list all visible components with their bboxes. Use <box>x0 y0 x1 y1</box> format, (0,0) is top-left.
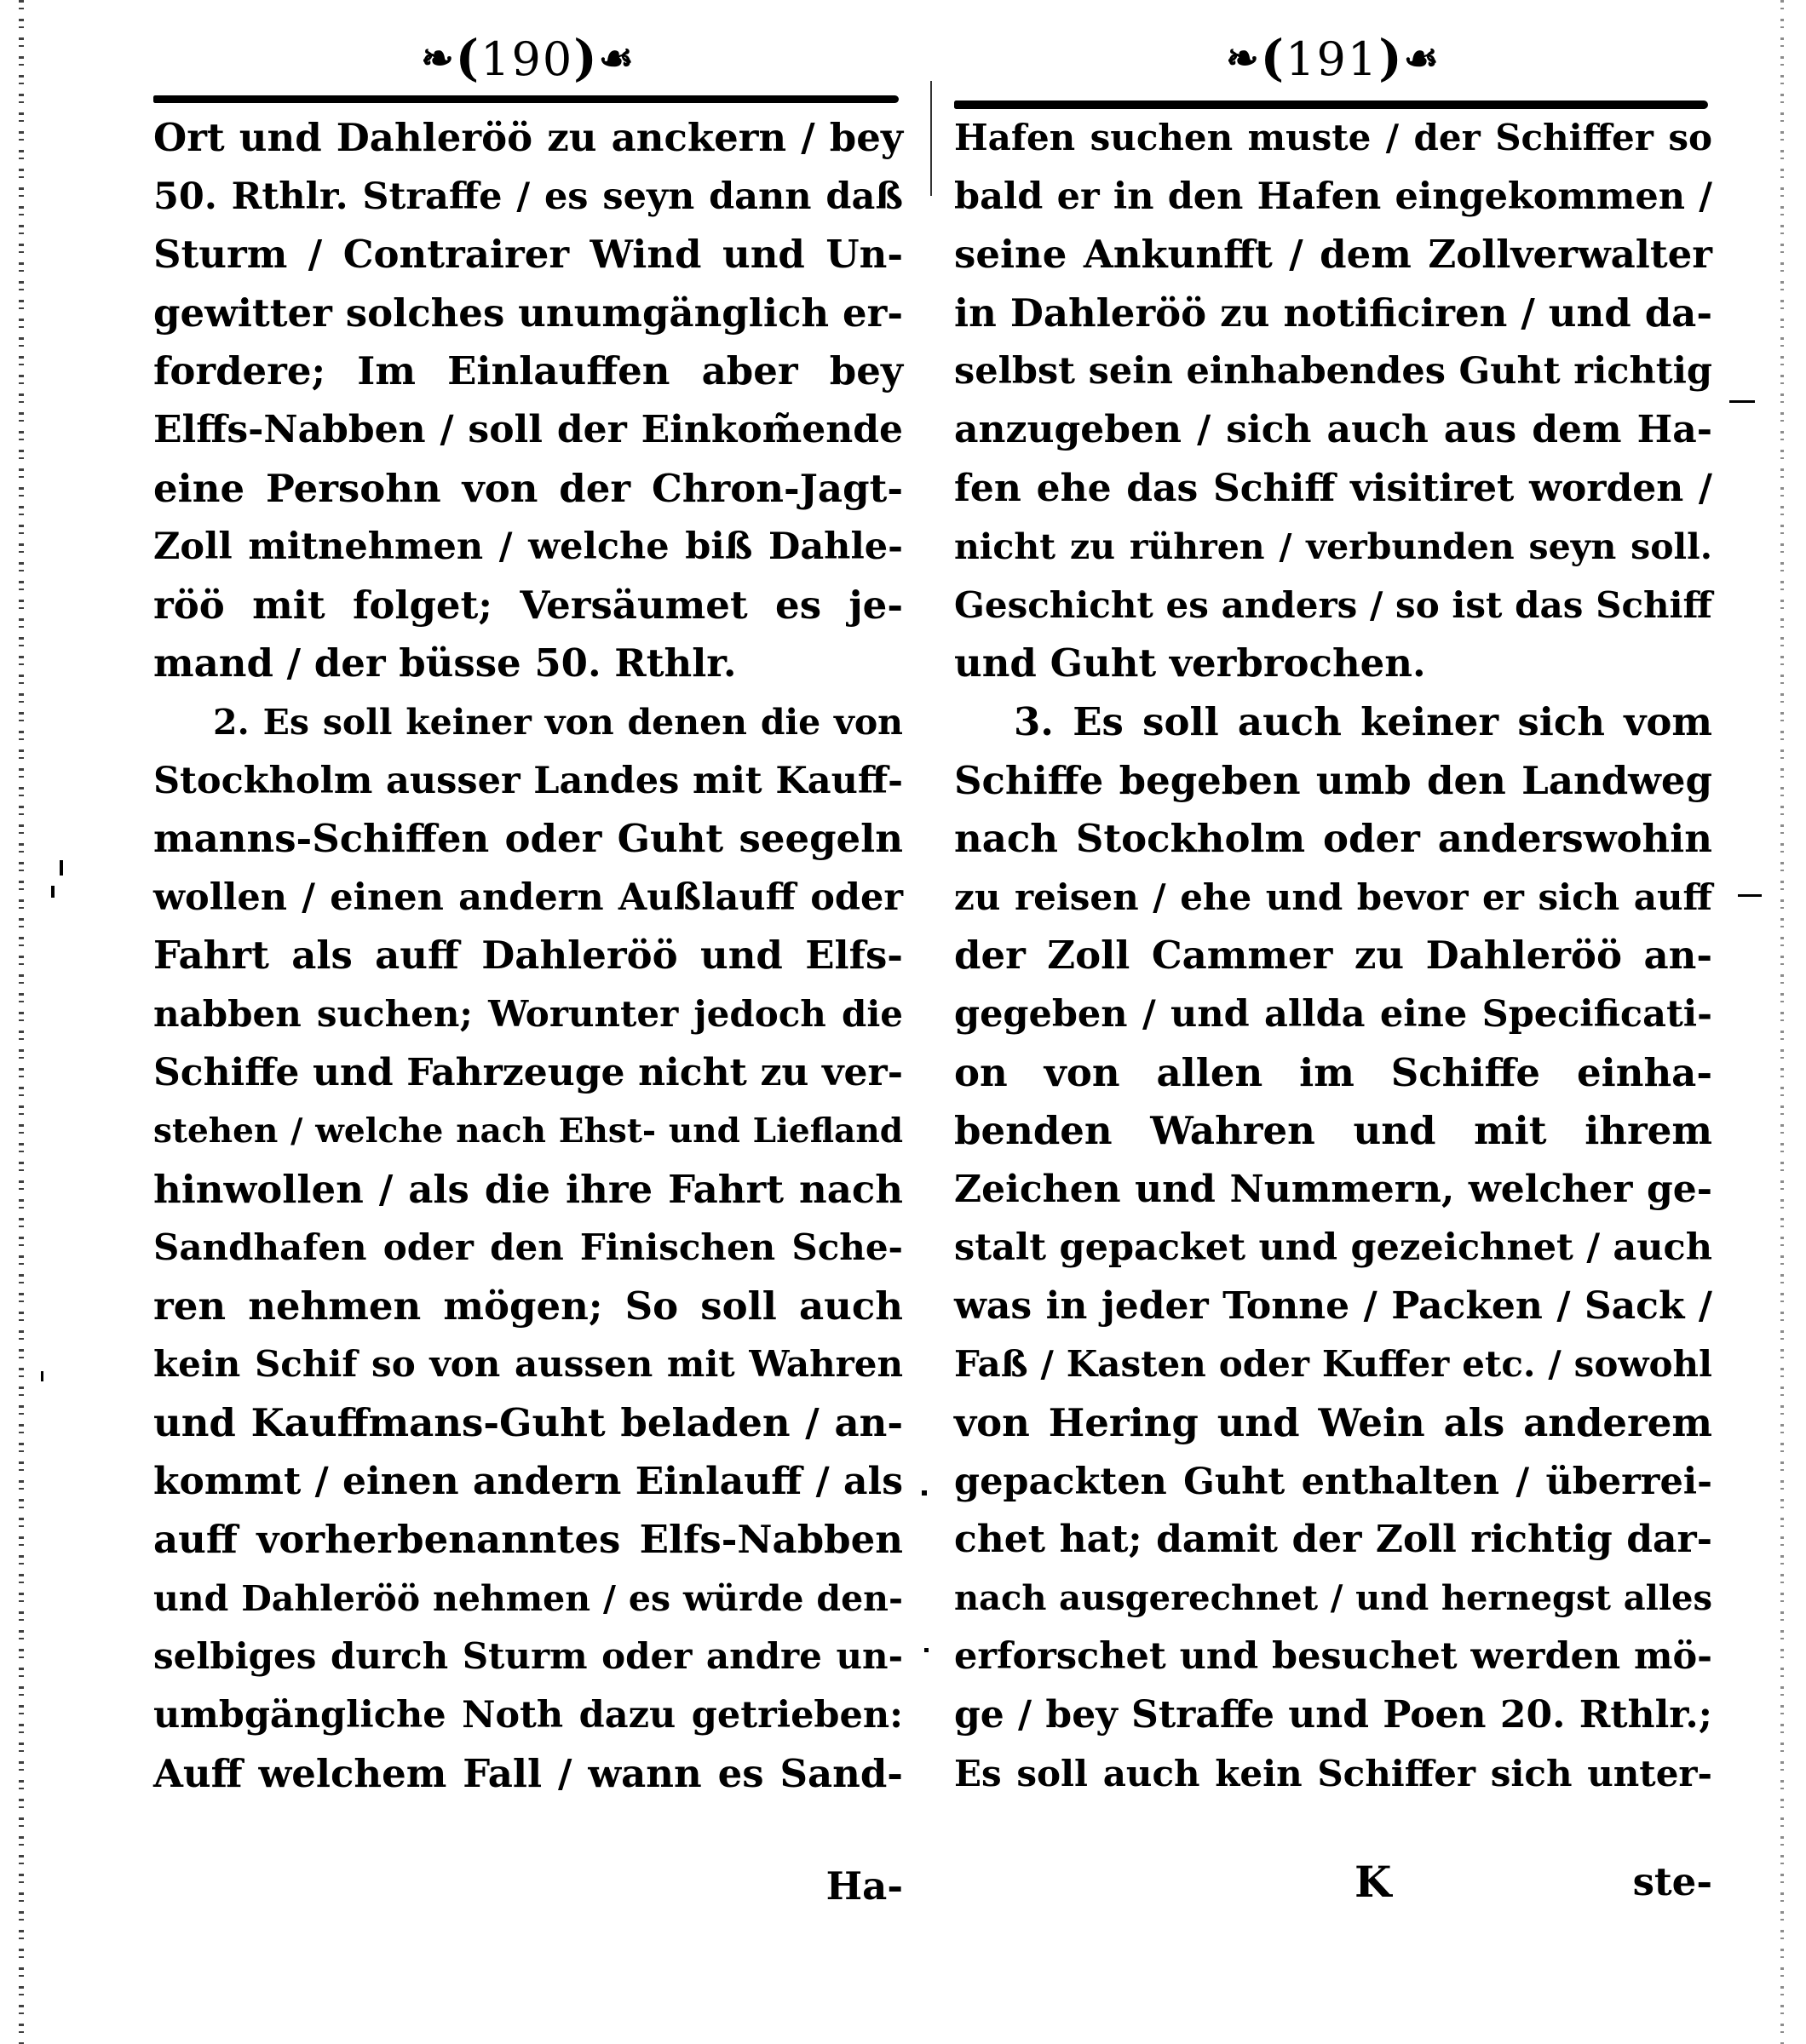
left-binding-edge <box>19 0 24 2044</box>
catchword: ste- <box>1632 1859 1712 1904</box>
catchword: Ha- <box>825 1863 903 1909</box>
text-line: gepackten Guht enthalten / überrei- <box>954 1460 1712 1503</box>
text-line: gewitter solches unumgänglich er- <box>153 290 903 336</box>
text-line: benden Wahren und mit ihrem <box>954 1108 1712 1154</box>
fleuron-right-icon: ☙ <box>598 35 636 81</box>
text-line: selbiges durch Sturm oder andre un- <box>153 1635 903 1678</box>
text-line: Sandhafen oder den Finischen Sche- <box>153 1226 903 1269</box>
right-binding-edge <box>1780 0 1784 2044</box>
body-text-left <box>153 109 903 1803</box>
text-line: nicht zu rühren / verbunden seyn soll. <box>954 526 1712 568</box>
text-line: von Hering und Wein als anderem <box>954 1400 1712 1446</box>
text-line: und Guht verbrochen. <box>954 640 1426 686</box>
text-line: gegeben / und allda eine Specificati- <box>954 992 1712 1036</box>
text-line: und Dahlerӧӧ nehmen / es würde den- <box>153 1577 903 1619</box>
paren-close: ) <box>1378 29 1404 87</box>
text-line: wollen / einen andern Außlauff oder <box>153 876 903 919</box>
text-line: der Zoll Cammer zu Dahlerӧӧ an- <box>954 933 1712 979</box>
header-rule <box>954 100 1708 109</box>
paren-close: ) <box>573 29 599 87</box>
text-line: Fahrt als auff Dahlerӧӧ und Elfs- <box>153 933 903 979</box>
text-line: selbst sein einhabendes Guht richtig <box>954 350 1712 393</box>
text-line: in Dahlerӧӧ zu notificiren / und da- <box>954 290 1712 336</box>
text-line: nabben suchen; Worunter jedoch die <box>153 992 903 1035</box>
scan-speck <box>1738 894 1762 897</box>
text-line: Auff welchem Fall / wann es Sand- <box>153 1750 903 1796</box>
text-line: chet hat; damit der Zoll richtig dar- <box>954 1518 1712 1562</box>
text-line: ge / bey Straffe und Poen 20. Rthlr.; <box>954 1693 1712 1737</box>
text-line: Zeichen und Nummern, welcher ge- <box>954 1167 1712 1211</box>
center-gutter-mark <box>930 81 932 196</box>
text-line: manns-Schiffen oder Guht seegeln <box>153 816 903 862</box>
scan-speck <box>60 860 63 876</box>
text-line: on von allen im Schiffe einha- <box>954 1049 1712 1095</box>
text-line: ren nehmen mögen; So soll auch <box>153 1283 903 1329</box>
text-line: und Kauffmans-Guht beladen / an- <box>153 1400 903 1446</box>
text-line: Ort und Dahlerӧӧ zu anckern / bey <box>153 115 903 160</box>
fleuron-left-icon: ❧ <box>1226 35 1261 81</box>
page-number: 191 <box>1285 32 1379 86</box>
header-rule <box>153 95 899 103</box>
text-line: zu reisen / ehe und bevor er sich auff <box>954 876 1712 918</box>
paragraph-3-start: 3. Es soll auch keiner sich vom <box>1014 698 1712 744</box>
text-line: stehen / welche nach Ehst- und Liefland <box>153 1111 903 1151</box>
text-line: Hafen suchen muste / der Schiffer so <box>954 117 1712 158</box>
text-line: bald er in den Hafen eingekommen / <box>954 175 1712 218</box>
text-line: stalt gepacket und gezeichnet / auch <box>954 1226 1712 1270</box>
text-line: nach Stockholm oder anderswohin <box>954 816 1712 862</box>
text-line: fen ehe das Schiff visitiret worden / <box>954 466 1712 510</box>
text-line: Schiffe und Fahrzeuge nicht zu ver- <box>153 1050 903 1094</box>
text-line: Es soll auch kein Schiffer sich unter- <box>954 1752 1712 1794</box>
text-line: mand / der büsse 50. Rthlr. <box>153 640 737 686</box>
text-line: anzugeben / sich auch aus dem Ha- <box>954 407 1712 451</box>
scan-speck <box>924 1648 929 1652</box>
scan-speck <box>51 886 55 898</box>
page-number: 190 <box>480 32 574 86</box>
text-line: kommt / einen andern Einlauff / als <box>153 1459 903 1503</box>
text-line: Faß / Kasten oder Kuffer etc. / sowohl <box>954 1343 1712 1386</box>
text-line: was in jeder Tonne / Packen / Sack / <box>954 1283 1712 1328</box>
paren-open: ( <box>1260 29 1286 87</box>
text-line: umbgängliche Noth dazu getrieben: <box>153 1694 903 1737</box>
text-line: Sturm / Contrairer Wind und Un- <box>153 232 903 278</box>
text-line: Zoll mitnehmen / welche biß Dahle- <box>153 525 903 569</box>
signature-mark: K <box>1354 1857 1392 1907</box>
scan-speck <box>922 1490 927 1496</box>
text-line: kein Schif so von aussen mit Wahren <box>153 1343 903 1386</box>
text-line: 50. Rthlr. Straffe / es seyn dann daß <box>153 175 903 218</box>
text-line: fordere; Im Einlauffen aber bey <box>153 348 903 394</box>
text-line: Schiffe begeben umb den Landweg <box>954 757 1712 803</box>
text-line: röö mit folget; Versäumet es je- <box>153 582 903 628</box>
text-line: Geschicht es anders / so ist das Schiff <box>954 583 1712 626</box>
running-head-left <box>153 24 903 94</box>
text-line: Elffs-Nabben / soll der Einkom̃ende <box>153 407 903 451</box>
scan-speck <box>41 1371 43 1381</box>
text-line: eine Persohn von der Chron-Jagt- <box>153 465 903 511</box>
fleuron-left-icon: ❧ <box>421 35 456 81</box>
text-line: seine Ankunfft / dem Zollverwalter <box>954 232 1712 278</box>
fleuron-right-icon: ☙ <box>1403 35 1441 81</box>
running-head-right <box>954 24 1712 94</box>
paren-open: ( <box>455 29 481 87</box>
paragraph-2-start: 2. Es soll keiner von denen die von <box>213 701 903 743</box>
text-line: auff vorherbenanntes Elfs-Nabben <box>153 1517 903 1563</box>
scan-speck <box>1729 400 1755 403</box>
text-line: nach ausgerechnet / und hernegst alles <box>954 1577 1712 1618</box>
text-line: hinwollen / als die ihre Fahrt nach <box>153 1166 903 1212</box>
body-text-right <box>954 109 1712 1803</box>
text-line: erforschet und besuchet werden mö- <box>954 1635 1712 1679</box>
text-line: Stockholm ausser Landes mit Kauff- <box>153 759 903 802</box>
